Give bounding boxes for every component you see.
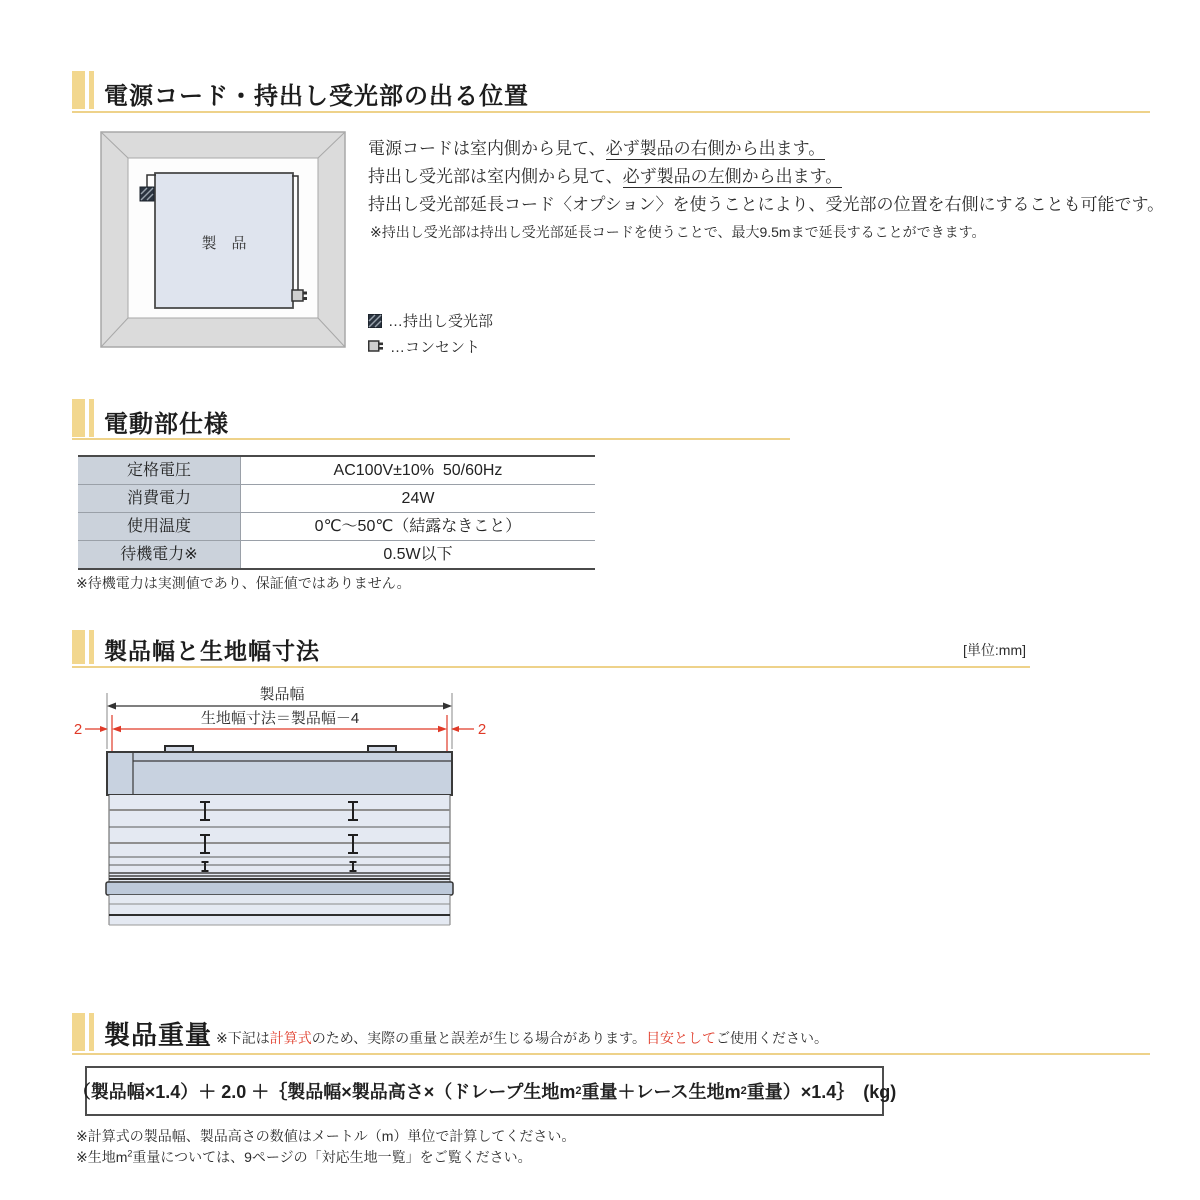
width-dimension-drawing (70, 685, 490, 933)
section4-accent-bar (72, 1013, 85, 1051)
weight-formula-box (72, 1066, 897, 1116)
s4-footnote-2-sup: 2 (127, 1148, 133, 1159)
s4-note-red1: 計算式 (269, 1030, 312, 1046)
spec-label: 消費電力 (78, 485, 241, 512)
outlet-plug-legend-icon (368, 340, 384, 353)
section4-divider (72, 1053, 1150, 1055)
outlet-plug-icon (292, 290, 303, 301)
fabric-lower (109, 895, 450, 925)
s4-note (216, 1028, 828, 1048)
spec-value: 24W (241, 485, 595, 512)
section1-accent-bar (72, 71, 85, 109)
formula-p1: （製品幅×1.4）＋ 2.0 ＋｛製品幅×製品高さ×（ドレープ生地m (72, 1082, 576, 1102)
spec-label: 定格電圧 (78, 457, 241, 484)
legend-receiver-label: …持出し受光部 (388, 313, 494, 330)
table-row (78, 485, 595, 513)
headrail (107, 752, 452, 795)
formula-p2: 重量＋レース生地m (581, 1082, 741, 1102)
legend-item-outlet (368, 336, 480, 357)
s4-note-p1: ※下記は (216, 1030, 270, 1046)
section1-title: 電源コード・持出し受光部の出る位置 (104, 83, 529, 110)
fabric-upper (109, 795, 450, 882)
s1-line1-pre: 電源コードは室内側から見て、 (368, 139, 606, 158)
table-row (78, 541, 595, 568)
s4-note-p3: ご使用ください。 (716, 1030, 829, 1046)
dim-fabric-width-label: 生地幅寸法＝製品幅－4 (200, 710, 360, 727)
dim-margin-right: 2 (477, 721, 487, 738)
s1-line1-underlined: 必ず製品の右側から出ます。 (605, 139, 826, 158)
s4-footnote-2 (76, 1147, 532, 1167)
s2-footnote: ※待機電力は実測値であり、保証値ではありません。 (76, 575, 411, 591)
formula-p3: 重量）×1.4｝ (kg) (746, 1082, 897, 1102)
s1-line2-pre: 持出し受光部は室内側から見て、 (368, 167, 623, 186)
section3-accent-bar (72, 630, 85, 664)
section2-divider (72, 438, 790, 440)
s4-note-p2: のため、実際の重量と誤差が生じる場合があります。 (311, 1030, 647, 1046)
section2-title: 電動部仕様 (104, 411, 229, 438)
unit-label: [単位:mm] (963, 642, 1026, 658)
product-label: 製 品 (201, 235, 247, 252)
formula-sup1: 2 (575, 1085, 582, 1097)
section1-accent-bar-inner (89, 71, 94, 109)
spec-value: 0.5W以下 (241, 541, 595, 568)
spec-table (78, 455, 595, 570)
legend-item-receiver (368, 310, 493, 331)
spec-value: AC100V±10% 50/60Hz (241, 457, 595, 484)
s1-line2-underlined: 必ず製品の左側から出ます。 (622, 167, 843, 186)
section3-title: 製品幅と生地幅寸法 (104, 638, 320, 664)
spec-label: 使用温度 (78, 513, 241, 540)
s4-footnote-2-p2: 重量については、9ページの「対応生地一覧」をご覧ください。 (132, 1149, 532, 1165)
dim-product-width-label: 製品幅 (259, 686, 305, 703)
section1-divider (72, 111, 1150, 113)
table-row (78, 513, 595, 541)
spec-value: 0℃～50℃（結露なきこと） (241, 513, 595, 540)
dim-margin-left: 2 (73, 721, 83, 738)
section3-divider (72, 666, 1030, 668)
section4-accent-bar-inner (89, 1013, 94, 1051)
section2-accent-bar (72, 399, 85, 437)
section3-accent-bar-inner (89, 630, 94, 664)
spec-label: 待機電力※ (78, 541, 241, 568)
s1-line3: 持出し受光部延長コード〈オプション〉を使うことにより、受光部の位置を右側にすることも可能です。 (368, 195, 1165, 214)
s4-note-red2: 目安として (646, 1030, 717, 1046)
s1-line2 (368, 162, 842, 187)
window-installation-diagram (100, 131, 346, 349)
section2-accent-bar-inner (89, 399, 94, 437)
legend-outlet-label: …コンセント (390, 339, 481, 356)
formula-sup2: 2 (740, 1085, 747, 1097)
s1-line1 (368, 134, 825, 159)
middle-rail (106, 882, 453, 895)
s4-footnote-1: ※計算式の製品幅、製品高さの数値はメートル（m）単位で計算してください。 (76, 1128, 576, 1144)
table-row (78, 457, 595, 485)
s1-note: ※持出し受光部は持出し受光部延長コードを使うことで、最大9.5mまで延長することができます。 (370, 224, 986, 240)
section4-title: 製品重量 (104, 1020, 213, 1050)
receiver-swatch-icon (368, 314, 382, 328)
s4-footnote-2-p1: ※生地m (76, 1149, 128, 1165)
